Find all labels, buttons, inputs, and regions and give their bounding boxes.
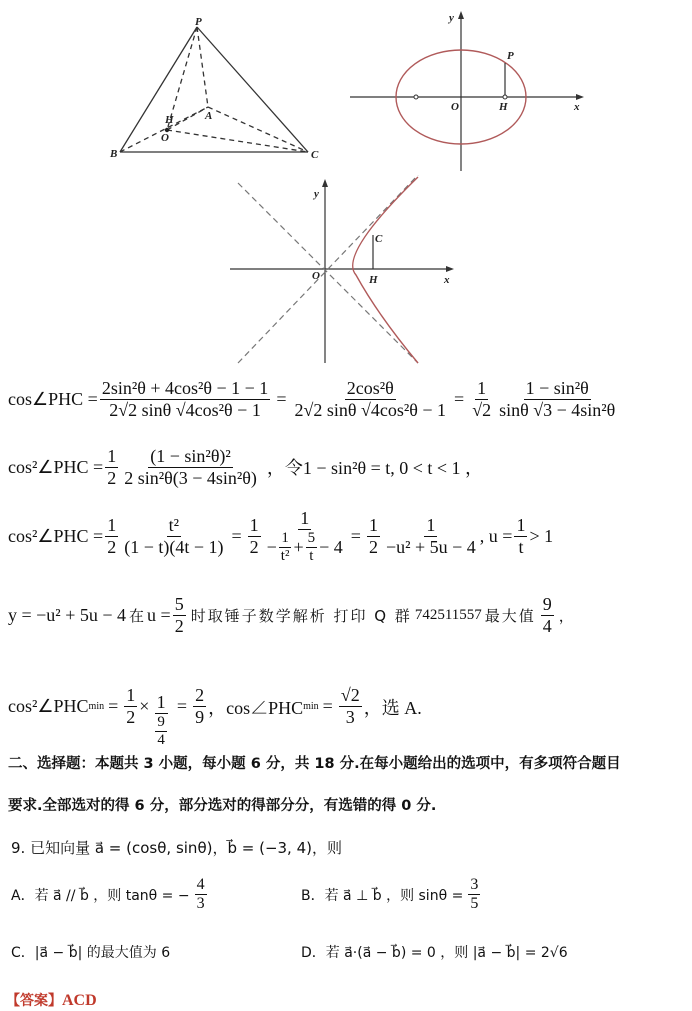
denominator: 2√2 sinθ √4cos²θ − 1 [294, 399, 447, 420]
fraction [497, 378, 617, 420]
minus: − [266, 537, 277, 558]
label-H: H [369, 274, 378, 286]
section-heading-line-1: 二、选择题：本题共 3 小题，每小题 6 分，共 18 分.在每小题给出的选项中，有多项符合题目 [8, 756, 621, 772]
answer [6, 990, 97, 1010]
numerator: 9 [542, 594, 552, 614]
fraction [339, 685, 362, 727]
lhs: cos²∠PHC [8, 696, 89, 717]
fraction [105, 515, 118, 557]
numerator: 3 [468, 876, 480, 895]
constant: − 4 [319, 537, 343, 558]
numerator: 5 [306, 530, 318, 548]
label-x: x [574, 101, 580, 113]
numerator: 1 [477, 378, 487, 398]
denominator: 2√2 sinθ √4cos²θ − 1 [109, 399, 261, 420]
numerator: √2 [340, 685, 360, 706]
fraction [100, 378, 271, 420]
numerator: 2cos²θ [346, 378, 394, 398]
option-text: C．|a⃗ − b⃗| 的最大值为 6 [11, 945, 171, 961]
equals: = [454, 388, 465, 409]
option-a [8, 876, 209, 914]
label-B: B [110, 148, 118, 160]
numerator: 1 [516, 515, 526, 536]
label-O: O [451, 101, 459, 113]
section-heading-line-2: 要求.全部选对的得 6 分，部分选对的得部分分，有选错的得 0 分. [8, 798, 437, 814]
qq-number: 742511557 [414, 606, 482, 623]
text: 最大值 [484, 606, 536, 625]
label-C: C [311, 149, 319, 161]
numerator: 9 [155, 714, 167, 732]
numerator: 1 [279, 530, 291, 548]
option-b [298, 876, 482, 914]
numerator: (1 − sin²θ)² [150, 446, 231, 466]
label-y: y [449, 12, 454, 24]
label-C: C [375, 233, 383, 245]
equals: = [176, 696, 188, 717]
fraction [105, 446, 118, 488]
denominator: 9 [195, 707, 205, 728]
u-def: , u = [479, 526, 513, 547]
numerator: 1 [249, 515, 259, 536]
numerator: 4 [195, 876, 207, 895]
denominator: t² [280, 547, 290, 564]
text: 在 [129, 606, 145, 625]
answer-value: ACD [62, 992, 97, 1009]
label-H: H [165, 114, 174, 126]
fraction [195, 876, 207, 914]
fraction [514, 515, 527, 557]
lhs: cos²∠PHC = [8, 456, 104, 477]
label-O: O [161, 132, 169, 144]
fraction [173, 594, 186, 636]
fraction [470, 378, 493, 420]
denominator [153, 714, 169, 750]
substitution-text: ，令1 − sin²θ = t, 0 < t < 1 ， [266, 458, 484, 479]
label-O: O [312, 270, 320, 282]
denominator: (1 − t)(4t − 1) [124, 537, 224, 558]
inequality: > 1 [529, 526, 554, 547]
option-c [8, 942, 173, 962]
denominator: 5 [470, 895, 479, 913]
comma: ， [558, 606, 574, 625]
numerator: 2 [195, 685, 205, 706]
numerator: 2sin²θ + 4cos²θ − 1 − 1 [101, 378, 269, 398]
equation-line-1 [8, 378, 619, 420]
hyperbola-figure [228, 175, 463, 365]
numerator: t² [168, 515, 180, 536]
ellipse-figure [348, 5, 593, 173]
equals: = [276, 388, 287, 409]
equation-line-3 [8, 508, 553, 565]
equation-line-2 [8, 446, 483, 488]
denominator: t [518, 537, 524, 558]
numerator: 1 [426, 515, 436, 536]
numerator: 1 − sin²θ [525, 378, 589, 398]
equation-line-5 [8, 664, 422, 749]
denominator: 2 [368, 537, 378, 558]
fraction [384, 515, 478, 557]
lhs: cos²∠PHC = [8, 526, 104, 547]
denominator: 2 [107, 467, 117, 488]
times: × [139, 696, 150, 717]
equals: = [108, 696, 119, 717]
lhs: cos∠PHC = [8, 388, 98, 409]
denominator: t [309, 547, 314, 564]
fraction [151, 692, 171, 749]
fraction [468, 876, 480, 914]
text: ，cos∠PHC [208, 697, 304, 718]
fraction [367, 515, 380, 557]
answer-label: 【答案】 [6, 993, 62, 1009]
numerator: 1 [368, 515, 378, 536]
denominator: sinθ √3 − 4sin²θ [499, 399, 616, 420]
option-text: D．若 a⃗·(a⃗ − b⃗) = 0 ，则 |a⃗ − b⃗| = 2√6 [301, 945, 568, 961]
plus: + [293, 537, 304, 558]
label-A: A [205, 110, 213, 122]
fraction [265, 508, 345, 565]
fraction [122, 515, 225, 557]
label-P: P [507, 50, 514, 62]
denominator: 4 [542, 615, 552, 636]
numerator: 1 [126, 685, 136, 706]
label-P: P [195, 16, 202, 28]
option-text: A．若 a⃗ // b⃗ ，则 tanθ = − [11, 887, 190, 904]
numerator: 5 [174, 594, 184, 614]
denominator: 2 [126, 707, 136, 728]
numerator: 1 [107, 515, 117, 536]
fraction [541, 594, 554, 636]
stem-text: 9. 已知向量 a⃗ = (cosθ, sinθ)，b⃗ = (−3, 4)，则 [11, 839, 342, 857]
numerator: 1 [107, 446, 117, 466]
equals: = [231, 526, 242, 547]
denominator: 2 [107, 537, 117, 558]
equation-line-4 [8, 594, 577, 636]
question-9-stem [8, 837, 345, 858]
fraction [306, 530, 318, 566]
subscript: min [303, 701, 319, 713]
fraction [248, 515, 261, 557]
numerator: 1 [156, 692, 166, 712]
denominator [265, 530, 345, 566]
denominator: 4 [157, 731, 165, 748]
pyramid-figure [105, 15, 335, 165]
equals: = [350, 526, 361, 547]
label-y: y [314, 188, 319, 200]
watermark-text: 时取锤子数学解析 打印 Q 群 [190, 606, 412, 625]
expression: y = −u² + 5u − 4 [8, 604, 127, 625]
denominator: 2 sin²θ(3 − 4sin²θ) [124, 467, 257, 488]
fraction [279, 530, 292, 566]
denominator: 2 [174, 615, 184, 636]
fraction [124, 685, 137, 727]
fraction [292, 378, 448, 420]
denominator: √2 [472, 399, 492, 420]
option-d [298, 942, 571, 962]
u-eq: u = [147, 604, 171, 625]
option-text: B．若 a⃗ ⊥ b⃗ ，则 sinθ = [301, 887, 464, 904]
subscript: min [88, 701, 105, 713]
fraction [193, 685, 206, 727]
denominator: 2 [249, 537, 259, 558]
fraction [122, 446, 259, 488]
denominator: 3 [196, 895, 205, 913]
denominator: −u² + 5u − 4 [385, 537, 476, 558]
conclusion: ，选 A. [363, 697, 422, 718]
numerator: 1 [300, 508, 310, 528]
denominator: 3 [345, 707, 355, 728]
label-x: x [444, 274, 450, 286]
label-H: H [499, 101, 508, 113]
equals: = [322, 696, 333, 717]
